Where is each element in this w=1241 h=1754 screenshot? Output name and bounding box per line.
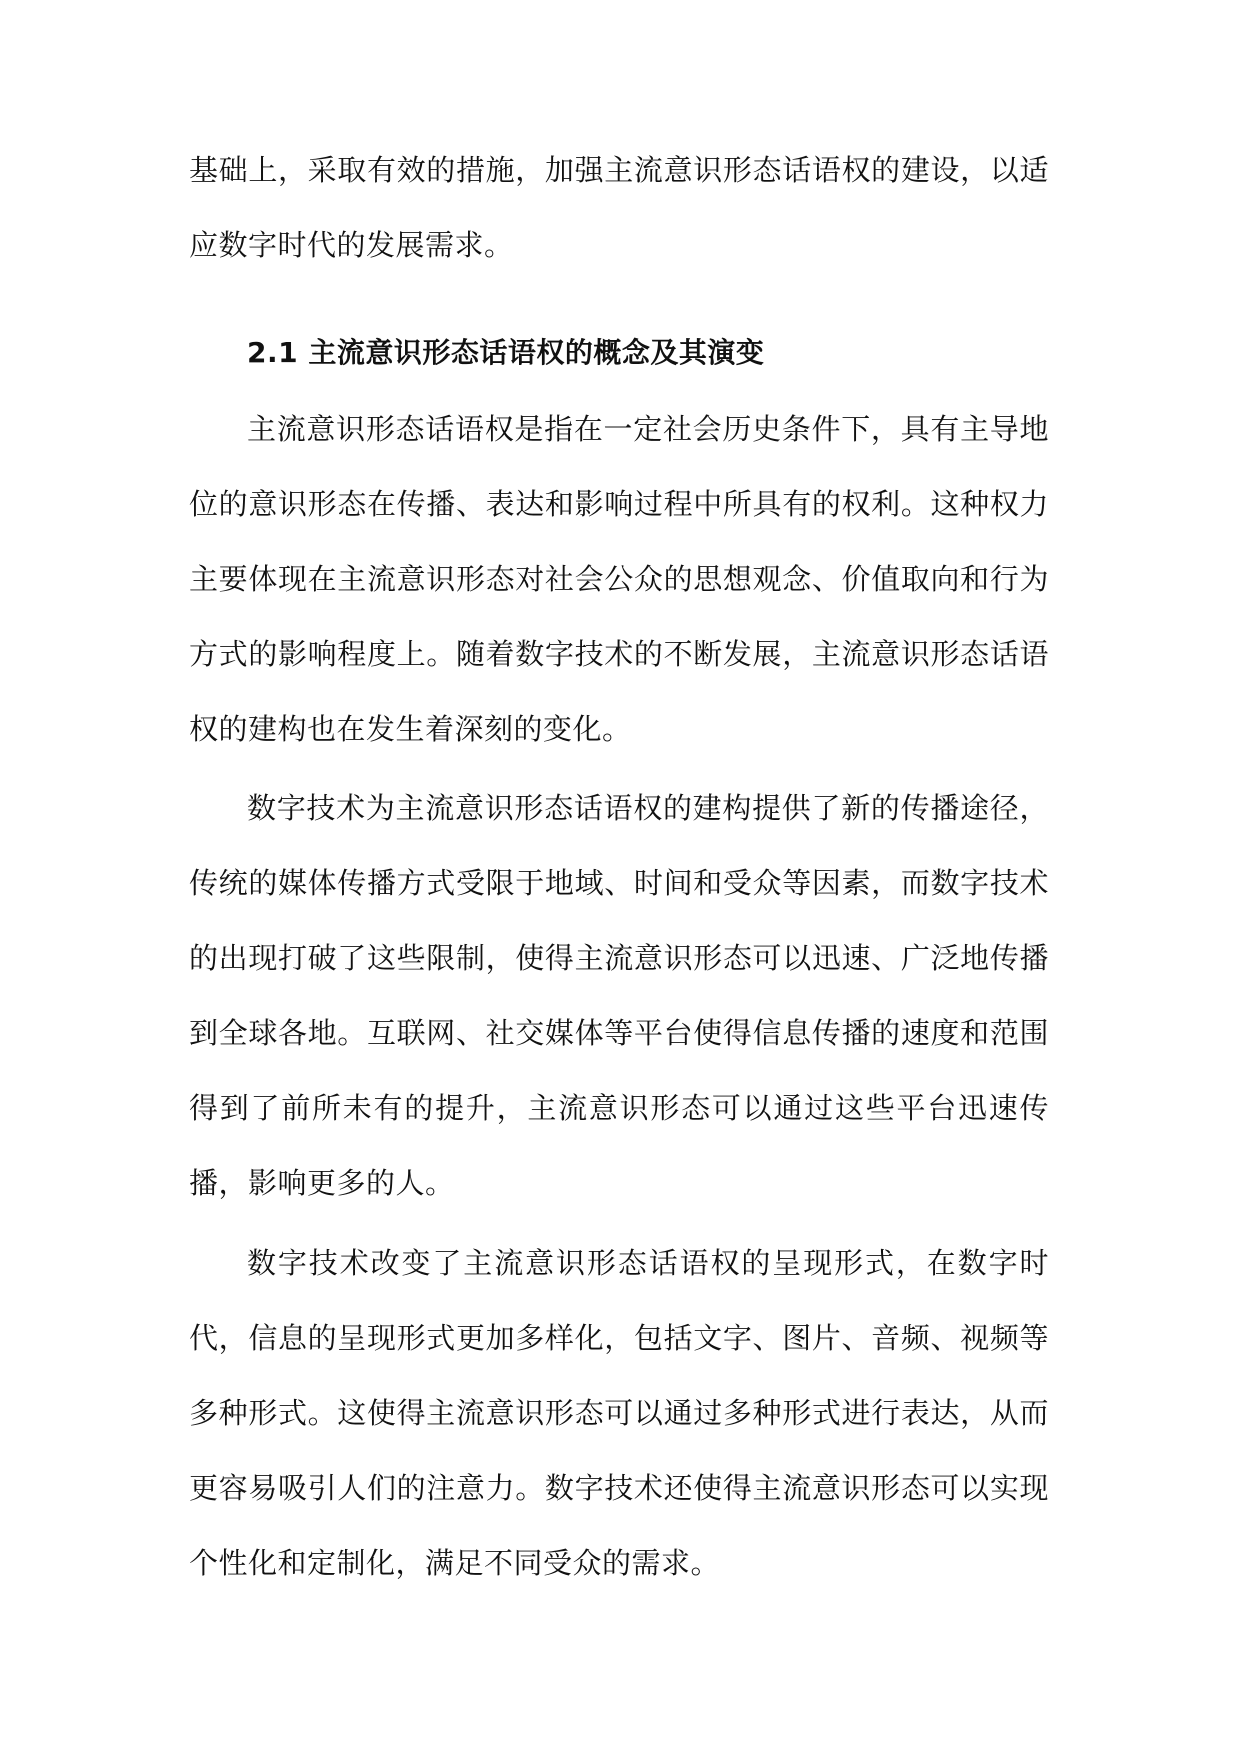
continuation-paragraph: 基础上，采取有效的措施，加强主流意识形态话语权的建设，以适应数字时代的发展需求。 bbox=[189, 153, 1049, 262]
body-paragraph: 数字技术为主流意识形态话语权的建构提供了新的传播途径，传统的媒体传播方式受限于地域、时间和受众等因素，而数字技术的出现打破了这些限制，使得主流意识形态可以迅速、广泛地传播到全球各地。互联网、社交媒体等平台使得信息传播的速度和范围得到了前所未有的提升，主流意识形态可以通过这些平台迅速传播，影响更多的人。 bbox=[189, 791, 1049, 1200]
section-heading: 2.1 主流意识形态话语权的概念及其演变 bbox=[247, 336, 765, 369]
body-paragraph: 主流意识形态话语权是指在一定社会历史条件下，具有主导地位的意识形态在传播、表达和影响过程中所具有的权利。这种权力主要体现在主流意识形态对社会公众的思想观念、价值取向和行为方式的影响程度上。随着数字技术的不断发展，主流意识形态话语权的建构也在发生着深刻的变化。 bbox=[189, 412, 1049, 746]
body-paragraph: 数字技术改变了主流意识形态话语权的呈现形式，在数字时代，信息的呈现形式更加多样化，包括文字、图片、音频、视频等多种形式。这使得主流意识形态可以通过多种形式进行表达，从而更容易吸引人们的注意力。数字技术还使得主流意识形态可以实现个性化和定制化，满足不同受众的需求。 bbox=[189, 1246, 1049, 1580]
